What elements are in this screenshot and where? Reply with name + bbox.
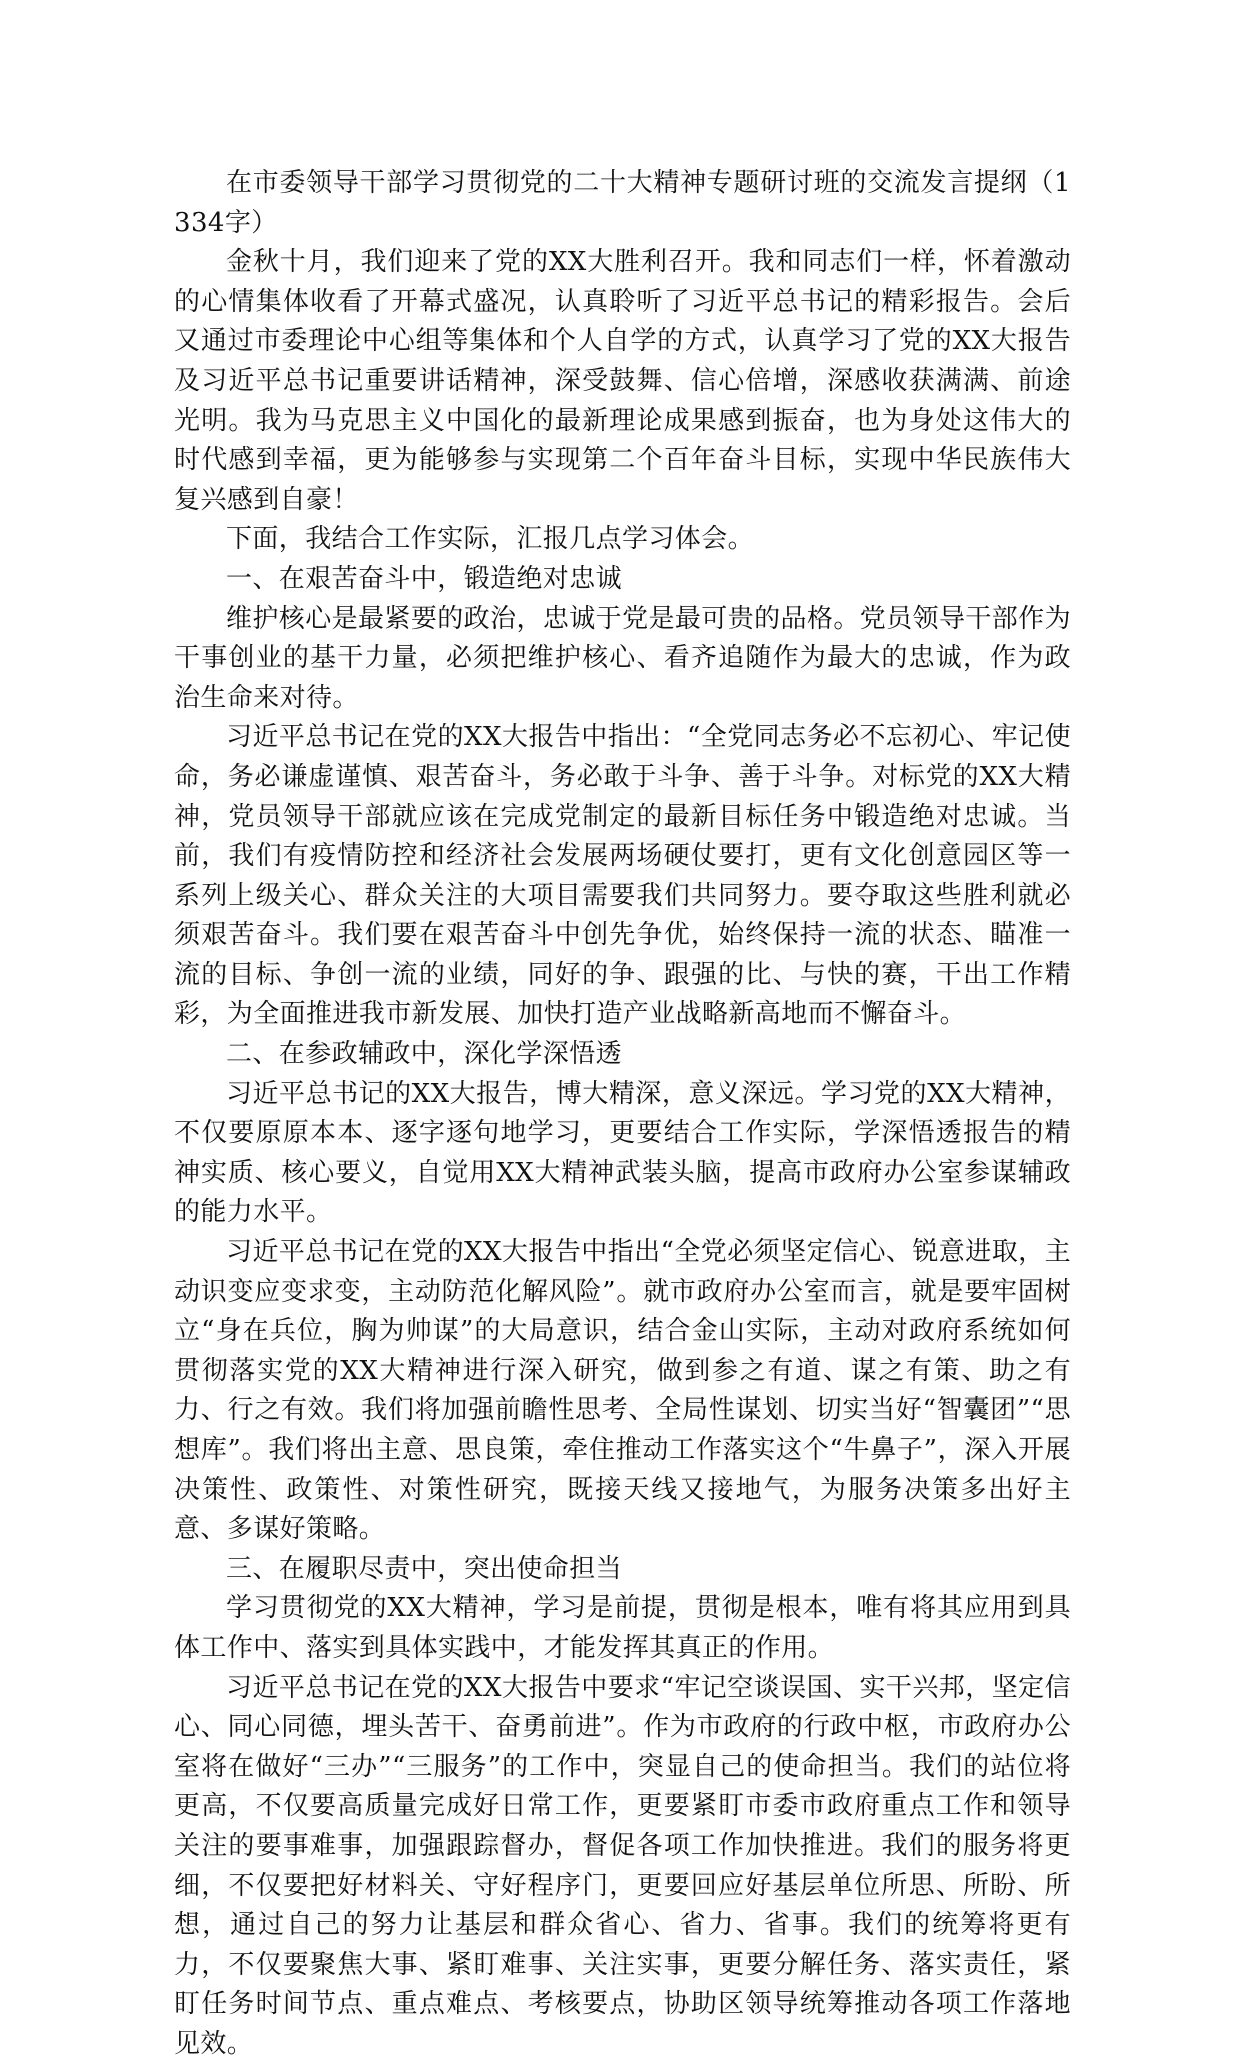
section-heading-2: 二、在参政辅政中，深化学深悟透	[226, 1039, 623, 1070]
paragraph-1b: 习近平总书记在党的XX大报告中指出：“全党同志务必不忘初心、牢记使命，务必谦虚谨慎、艰苦奋斗，务必敢于斗争、善于斗争。对标党的XX大精神，党员领导干部就应该在完成党制定的最新目标任务中锻造绝对忠诚。当前，我们有疫情防控和经济社会发展两场硬仗要打，更有文化创意园区等一系列上级关心、群众关注的大项目需要我们共同努力。要夺取这些胜利就必须艰苦奋斗。我们要在艰苦奋斗中创先争优，始终保持一流的状态、瞄准一流的目标、争创一流的业绩，同好的争、跟强的比、与快的赛，干出工作精彩，为全面推进我市新发展、加快打造产业战略新高地而不懈奋斗。	[174, 722, 1071, 1030]
paragraph-opening: 金秋十月，我们迎来了党的XX大胜利召开。我和同志们一样，怀着激动的心情集体收看了开幕式盛况，认真聆听了习近平总书记的精彩报告。会后又通过市委理论中心组等集体和个人自学的方式，认真学习了党的XX大报告及习近平总书记重要讲话精神，深受鼓舞、信心倍增，深感收获满满、前途光明。我为马克思主义中国化的最新理论成果感到振奋，也为身处这伟大的时代感到幸福，更为能够参与实现第二个百年奋斗目标，实现中华民族伟大复兴感到自豪！	[174, 247, 1071, 515]
document-page	[174, 164, 1071, 2065]
paragraph-3b: 习近平总书记在党的XX大报告中要求“牢记空谈误国、实干兴邦，坚定信心、同心同德，埋头苦干、奋勇前进”。作为市政府的行政中枢，市政府办公室将在做好“三办”“三服务”的工作中，突显自己的使命担当。我们的站位将更高，不仅要高质量完成好日常工作，更要紧盯市委市政府重点工作和领导关注的要事难事，加强跟踪督办，督促各项工作加快推进。我们的服务将更细，不仅要把好材料关、守好程序门，更要回应好基层单位所思、所盼、所想，通过自己的努力让基层和群众省心、省力、省事。我们的统筹将更有力，不仅要聚焦大事、紧盯难事、关注实事，更要分解任务、落实责任，紧盯任务时间节点、重点难点、考核要点，协助区领导统筹推动各项工作落地见效。	[174, 1672, 1071, 2059]
document-title: 在市委领导干部学习贯彻党的二十大精神专题研讨班的交流发言提纲（1334字）	[174, 168, 1071, 238]
paragraph-2a: 习近平总书记的XX大报告，博大精深，意义深远。学习党的XX大精神，不仅要原原本本、逐字逐句地学习，更要结合工作实际，学深悟透报告的精神实质、核心要义，自觉用XX大精神武装头脑，提高市政府办公室参谋辅政的能力水平。	[174, 1078, 1071, 1228]
paragraph-3a: 学习贯彻党的XX大精神，学习是前提，贯彻是根本，唯有将其应用到具体工作中、落实到具体实践中，才能发挥其真正的作用。	[174, 1593, 1071, 1663]
paragraph-1a: 维护核心是最紧要的政治，忠诚于党是最可贵的品格。党员领导干部作为干事创业的基干力量，必须把维护核心、看齐追随作为最大的忠诚，作为政治生命来对待。	[174, 603, 1071, 713]
section-heading-3: 三、在履职尽责中，突出使命担当	[226, 1553, 623, 1584]
paragraph-intro: 下面，我结合工作实际，汇报几点学习体会。	[226, 524, 755, 555]
paragraph-2b: 习近平总书记在党的XX大报告中指出“全党必须坚定信心、锐意进取，主动识变应变求变，主动防范化解风险”。就市政府办公室而言，就是要牢固树立“身在兵位，胸为帅谋”的大局意识，结合金山实际，主动对政府系统如何贯彻落实党的XX大精神进行深入研究，做到参之有道、谋之有策、助之有力、行之有效。我们将加强前瞻性思考、全局性谋划、切实当好“智囊团”“思想库”。我们将出主意、思良策，牵住推动工作落实这个“牛鼻子”，深入开展决策性、政策性、对策性研究，既接天线又接地气，为服务决策多出好主意、多谋好策略。	[174, 1237, 1071, 1545]
section-heading-1: 一、在艰苦奋斗中，锻造绝对忠诚	[226, 563, 623, 594]
